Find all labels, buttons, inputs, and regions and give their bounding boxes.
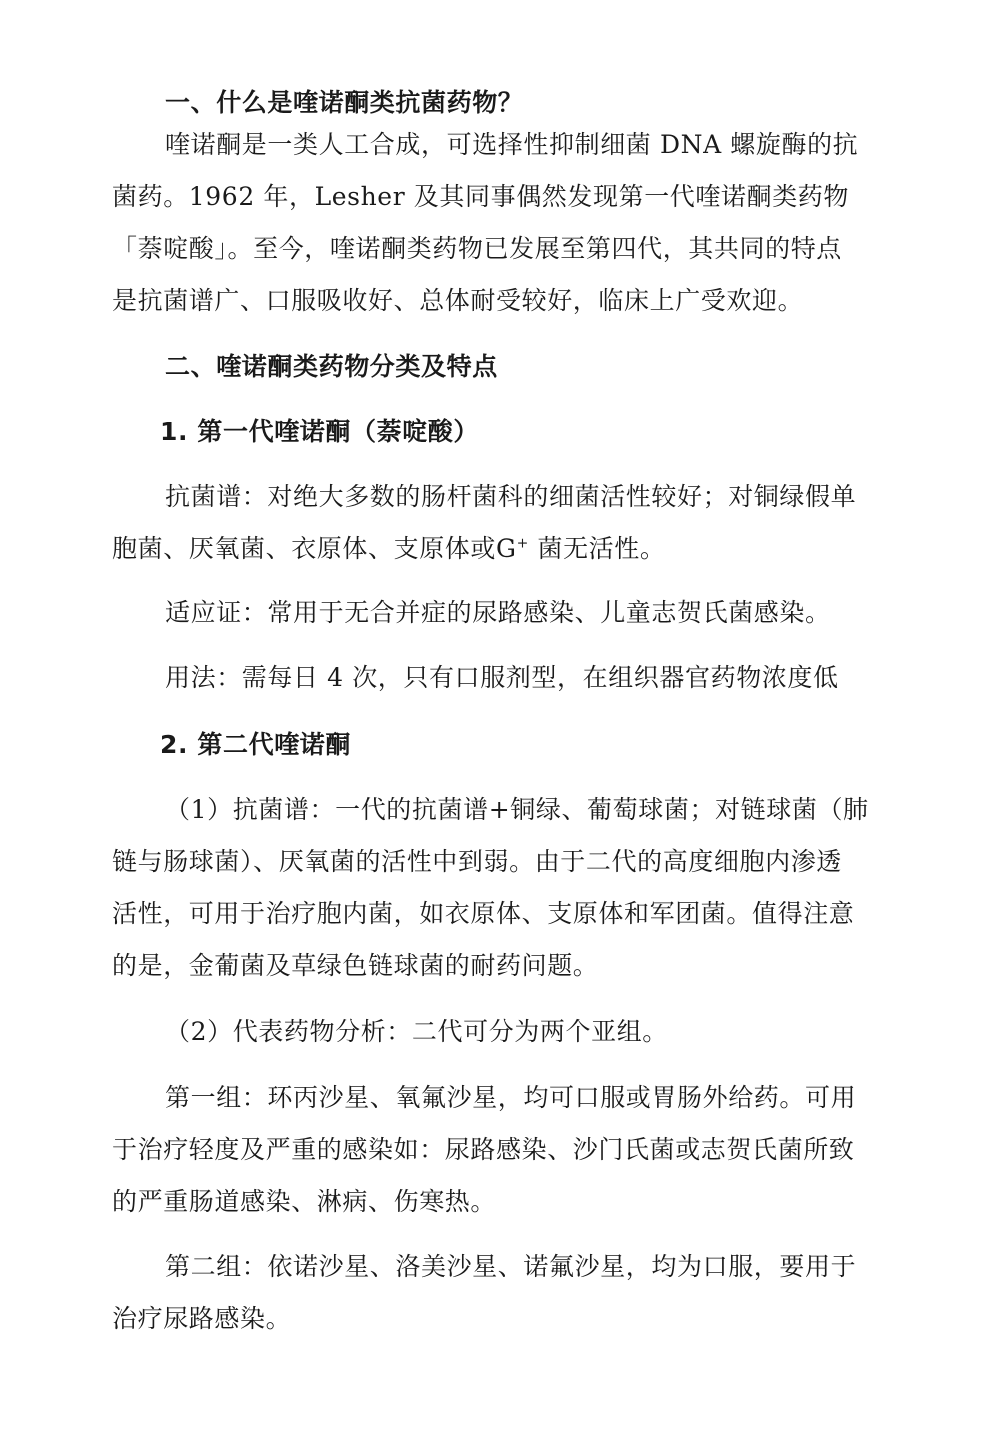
gen2-p1-line-1: （1）抗菌谱：一代的抗菌谱+铜绿、葡萄球菌；对链球菌（肺 <box>165 795 869 824</box>
gen1-usage: 用法：需每日 4 次，只有口服剂型，在组织器官药物浓度低 <box>165 663 839 692</box>
gen2-p1-line-2: 链与肠球菌）、厌氧菌的活性中到弱。由于二代的高度细胞内渗透 <box>112 847 842 876</box>
gen1-spectrum-text: 胞菌、厌氧菌、衣原体、支原体或G <box>112 534 517 563</box>
gen2-group1-line-2: 于治疗轻度及严重的感染如：尿路感染、沙门氏菌或志贺氏菌所致 <box>112 1135 855 1164</box>
gen2-group2-line-2: 治疗尿路感染。 <box>112 1304 292 1333</box>
intro-line-4: 是抗菌谱广、口服吸收好、总体耐受较好，临床上广受欢迎。 <box>112 286 804 315</box>
gen1-title: 1. 第一代喹诺酮（萘啶酸） <box>160 417 479 446</box>
section-heading-2: 二、喹诺酮类药物分类及特点 <box>165 352 498 381</box>
gen1-spectrum-tail: 菌无活性。 <box>528 534 666 563</box>
gen2-p1-line-4: 的是，金葡菌及草绿色链球菌的耐药问题。 <box>112 951 599 980</box>
intro-line-2: 菌药。1962 年，Lesher 及其同事偶然发现第一代喹诺酮类药物 <box>112 182 849 211</box>
gen1-spectrum-line-2 <box>112 532 892 566</box>
gen2-p1-line-3: 活性，可用于治疗胞内菌，如衣原体、支原体和军团菌。值得注意 <box>112 899 855 928</box>
gen1-indication: 适应证：常用于无合并症的尿路感染、儿童志贺氏菌感染。 <box>165 598 831 627</box>
gram-positive-sup: + <box>516 535 529 552</box>
gen2-group2-line-1: 第二组：依诺沙星、洛美沙星、诺氟沙星，均为口服，要用于 <box>165 1252 857 1281</box>
intro-line-3: 「萘啶酸」。至今，喹诺酮类药物已发展至第四代，其共同的特点 <box>112 234 842 263</box>
intro-line-1: 喹诺酮是一类人工合成，可选择性抑制细菌 DNA 螺旋酶的抗 <box>165 130 859 159</box>
gen2-group1-line-3: 的严重肠道感染、淋病、伤寒热。 <box>112 1187 497 1216</box>
gen2-title: 2. 第二代喹诺酮 <box>160 730 351 759</box>
gen2-p2: （2）代表药物分析：二代可分为两个亚组。 <box>165 1017 668 1046</box>
section-heading-1: 一、什么是喹诺酮类抗菌药物？ <box>165 88 524 117</box>
gen2-group1-line-1: 第一组：环丙沙星、氧氟沙星，均可口服或胃肠外给药。可用 <box>165 1083 857 1112</box>
gen1-spectrum-line-1: 抗菌谱：对绝大多数的肠杆菌科的细菌活性较好；对铜绿假单 <box>165 482 857 511</box>
